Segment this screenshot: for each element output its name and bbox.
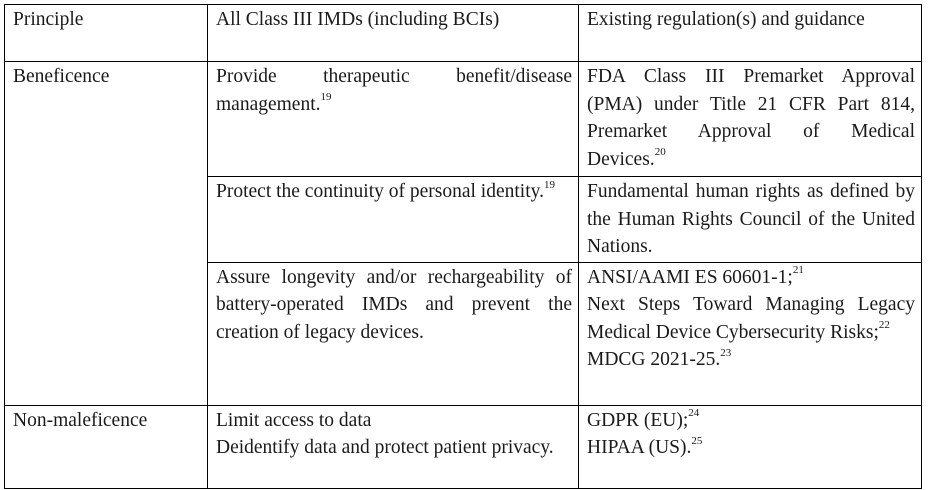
footnote-ref: 19 (544, 178, 555, 191)
footnote-ref: 22 (878, 319, 890, 331)
regulation-line: GDPR (EU);$^{24}$ (587, 407, 700, 431)
footnote-ref: 20 (654, 146, 666, 158)
regulation-line: Next Steps Toward Managing Legacy Medical Device Cybersecurity Risks;$^{22}$ (587, 294, 915, 343)
header-row (5, 5, 922, 62)
header-class-iii-imds: All Class III IMDs (including BCIs) (208, 5, 579, 62)
requirement-cell (208, 177, 579, 263)
footnote-ref: 23 (720, 346, 732, 359)
requirement-cell (208, 62, 579, 177)
header-principle: Principle (5, 5, 208, 62)
footnote-ref: 24 (688, 407, 700, 419)
requirement-line: Deidentify data and protect patient privacy. (216, 437, 554, 458)
header-existing-regulations: Existing regulation(s) and guidance (579, 5, 922, 62)
requirement-line: Limit access to data (216, 409, 372, 431)
regulation-line: HIPAA (US).$^{25}$ (587, 434, 703, 458)
regulation-cell (579, 262, 922, 405)
footnote-ref: 25 (691, 434, 703, 447)
table-row (5, 405, 922, 488)
principles-table (4, 4, 922, 489)
regulation-line: MDCG 2021-25.23 (587, 346, 732, 370)
requirement-cell (208, 405, 579, 488)
footnote-ref: 21 (792, 264, 804, 276)
principle-beneficence: Beneficence (5, 62, 208, 406)
principle-non-maleficence: Non-maleficence (5, 405, 208, 488)
regulation-text: Fundamental human rights as defined by the Human Rights Council of the United Nations. (587, 181, 915, 257)
table-row (5, 62, 922, 177)
regulation-text: FDA Class III Premarket Approval (PMA) under Title 21 CFR Part 814, Premarket Approval of Medical Devices. (587, 66, 915, 170)
requirement-text: Provide therapeutic benefit/disease management. (216, 66, 572, 115)
regulation-cell (579, 62, 922, 177)
footnote-ref: 19 (320, 91, 332, 103)
regulation-cell (579, 177, 922, 263)
regulation-line: ANSI/AAMI ES 60601-1;$^{21}$ (587, 264, 804, 288)
requirement-cell: Assure longevity and/or rechargeability of battery-operated IMDs and prevent the creation of legacy devices. (208, 262, 579, 405)
regulation-cell (579, 405, 922, 488)
requirement-text: Protect the continuity of personal identity. (216, 181, 544, 202)
